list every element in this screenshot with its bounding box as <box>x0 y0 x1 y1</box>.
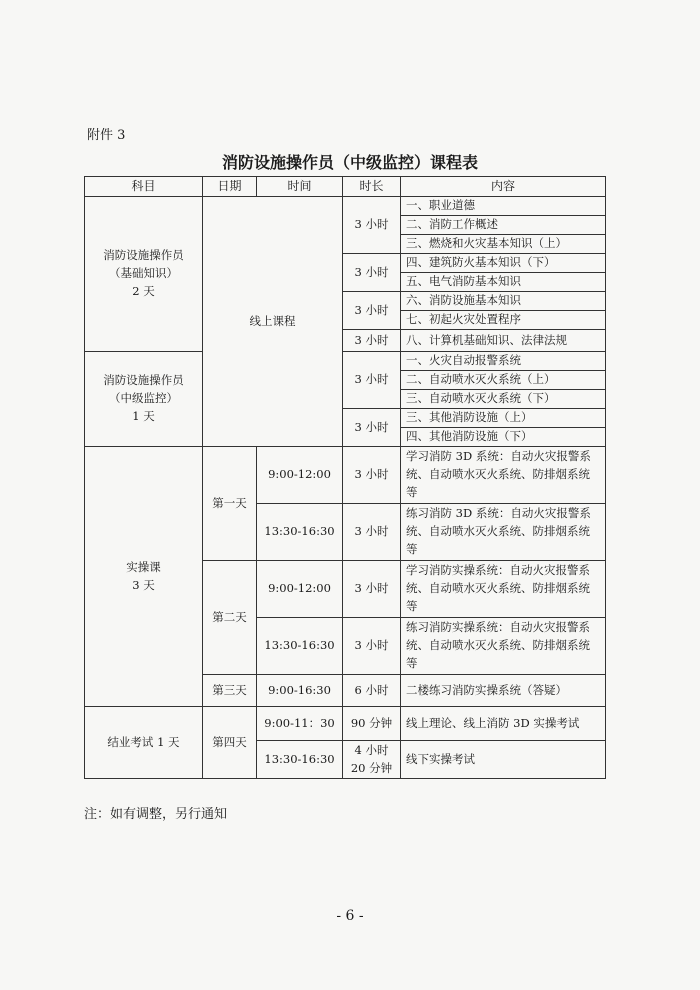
time-cell: 9:00-12:00 <box>257 447 343 504</box>
content-cell: 学习消防实操系统：自动火灾报警系 统、自动喷水灭火系统、防排烟系统 等 <box>401 561 606 618</box>
content-cell: 五、电气消防基本知识 <box>401 273 606 292</box>
time-cell: 9:00-12:00 <box>257 561 343 618</box>
header-subject: 科目 <box>85 177 203 197</box>
table-row <box>85 197 606 216</box>
time-cell: 13:30-16:30 <box>257 741 343 779</box>
duration-cell: 3 小时 <box>343 618 401 675</box>
duration-cell: 3 小时 <box>343 352 401 409</box>
duration-cell: 3 小时 <box>343 292 401 330</box>
content-cell: 八、计算机基础知识、法律法规 <box>401 330 606 352</box>
content-cell: 三、燃烧和火灾基本知识（上） <box>401 235 606 254</box>
content-cell: 练习消防 3D 系统：自动火灾报警系 统、自动喷水灭火系统、防排烟系统 等 <box>401 504 606 561</box>
day-cell: 第四天 <box>203 707 257 779</box>
content-cell: 线下实操考试 <box>401 741 606 779</box>
schedule-table <box>84 176 606 779</box>
subject-exam: 结业考试 1 天 <box>85 707 203 779</box>
duration-cell: 4 小时 20 分钟 <box>343 741 401 779</box>
content-cell: 四、建筑防火基本知识（下） <box>401 254 606 273</box>
header-time: 时间 <box>257 177 343 197</box>
duration-cell: 3 小时 <box>343 504 401 561</box>
time-cell: 9:00-16:30 <box>257 675 343 707</box>
time-cell: 13:30-16:30 <box>257 504 343 561</box>
footnote: 注：如有调整，另行通知 <box>84 807 228 822</box>
duration-cell: 6 小时 <box>343 675 401 707</box>
header-row <box>85 177 606 197</box>
content-cell: 六、消防设施基本知识 <box>401 292 606 311</box>
content-cell: 七、初起火灾处置程序 <box>401 311 606 330</box>
duration-cell: 90 分钟 <box>343 707 401 741</box>
content-cell: 线上理论、线上消防 3D 实操考试 <box>401 707 606 741</box>
duration-cell: 3 小时 <box>343 447 401 504</box>
day-cell: 第一天 <box>203 447 257 561</box>
page-title: 消防设施操作员（中级监控）课程表 <box>221 153 478 172</box>
page-number: - 6 - <box>336 908 364 924</box>
table-row <box>85 447 606 504</box>
time-cell: 13:30-16:30 <box>257 618 343 675</box>
subject-basic: 消防设施操作员 （基础知识） 2 天 <box>85 197 203 352</box>
table-row <box>85 707 606 741</box>
time-cell: 9:00-11：30 <box>257 707 343 741</box>
content-cell: 三、其他消防设施（上） <box>401 409 606 428</box>
header-content: 内容 <box>401 177 606 197</box>
content-cell: 一、火灾自动报警系统 <box>401 352 606 371</box>
content-cell: 二、消防工作概述 <box>401 216 606 235</box>
subject-mid: 消防设施操作员 （中级监控） 1 天 <box>85 352 203 447</box>
content-cell: 练习消防实操系统：自动火灾报警系 统、自动喷水灭火系统、防排烟系统 等 <box>401 618 606 675</box>
table-row <box>85 352 606 371</box>
content-cell: 一、职业道德 <box>401 197 606 216</box>
content-cell: 四、其他消防设施（下） <box>401 428 606 447</box>
duration-cell: 3 小时 <box>343 330 401 352</box>
attachment-label: 附件 3 <box>87 128 126 143</box>
content-cell: 二楼练习消防实操系统（答疑） <box>401 675 606 707</box>
content-cell: 学习消防 3D 系统：自动火灾报警系 统、自动喷水灭火系统、防排烟系统 等 <box>401 447 606 504</box>
duration-cell: 3 小时 <box>343 561 401 618</box>
duration-cell: 3 小时 <box>343 197 401 254</box>
content-cell: 二、自动喷水灭火系统（上） <box>401 371 606 390</box>
header-date: 日期 <box>203 177 257 197</box>
day-cell: 第三天 <box>203 675 257 707</box>
header-duration: 时长 <box>343 177 401 197</box>
day-cell: 第二天 <box>203 561 257 675</box>
online-course-cell: 线上课程 <box>203 197 343 447</box>
duration-cell: 3 小时 <box>343 254 401 292</box>
duration-cell: 3 小时 <box>343 409 401 447</box>
subject-practice: 实操课 3 天 <box>85 447 203 707</box>
content-cell: 三、自动喷水灭火系统（下） <box>401 390 606 409</box>
